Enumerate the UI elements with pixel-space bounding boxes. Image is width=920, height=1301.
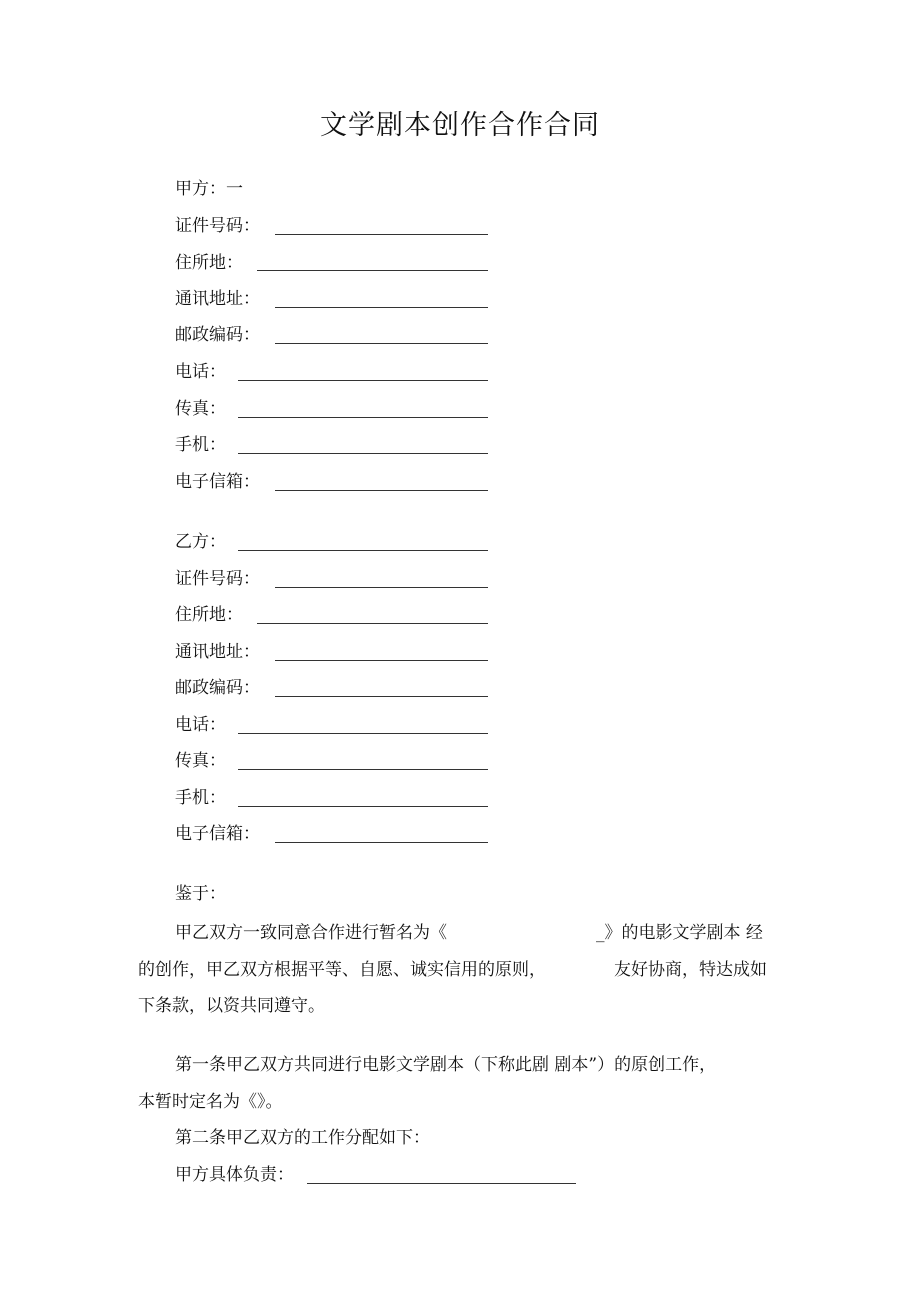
party-a-id-number-row — [175, 213, 260, 239]
field-label: 手机： — [175, 788, 226, 808]
party-a-residence-blank[interactable] — [257, 270, 488, 271]
party-b-heading-label: 乙方： — [175, 532, 226, 552]
party-b-postcode-blank[interactable] — [275, 696, 488, 697]
party-a-mobile-row — [175, 432, 226, 458]
article2-line1: 第二条甲乙双方的工作分配如下： — [175, 1128, 430, 1148]
party-b-mobile-row — [175, 785, 226, 811]
document-title: 文学剧本创作合作合同 — [320, 110, 600, 141]
field-label: 传真： — [175, 399, 226, 419]
party-b-address-blank[interactable] — [275, 660, 488, 661]
party-b-heading — [175, 529, 226, 555]
article2-party-a-duty-label: 甲方具体负责： — [175, 1165, 294, 1185]
party-b-email-row — [175, 821, 260, 847]
party-b-address-row — [175, 639, 260, 665]
party-a-mobile-blank[interactable] — [238, 453, 488, 454]
party-a-email-blank[interactable] — [275, 490, 488, 491]
field-label: 住所地： — [175, 253, 243, 273]
field-label: 通讯地址： — [175, 642, 260, 662]
party-b-name-blank[interactable] — [238, 550, 488, 551]
field-label: 证件号码： — [175, 569, 260, 589]
party-b-phone-blank[interactable] — [238, 733, 488, 734]
party-b-residence-row — [175, 602, 243, 628]
party-a-address-blank[interactable] — [275, 307, 488, 308]
party-b-phone-row — [175, 712, 226, 738]
party-a-residence-row — [175, 250, 243, 276]
para1-line2-end: 友好协商，特达成如 — [614, 960, 767, 980]
party-a-heading — [175, 176, 243, 202]
field-label: 传真： — [175, 751, 226, 771]
field-label: 住所地： — [175, 605, 243, 625]
party-a-postcode-blank[interactable] — [275, 343, 488, 344]
field-label: 电话： — [175, 362, 226, 382]
party-a-heading-label: 甲方：一 — [175, 179, 243, 199]
party-b-mobile-blank[interactable] — [238, 806, 488, 807]
whereas-heading: 鉴于： — [175, 884, 226, 904]
para1-line2-start: 的创作，甲乙双方根据平等、自愿、诚实信用的原则， — [138, 960, 546, 980]
party-a-phone-row — [175, 359, 226, 385]
para1-line1-end: _》的电影文学剧本 经 — [596, 923, 763, 943]
party-b-id-number-row — [175, 566, 260, 592]
party-a-id-number-blank[interactable] — [275, 234, 488, 235]
party-b-id-number-blank[interactable] — [275, 587, 488, 588]
party-a-email-row — [175, 469, 260, 495]
field-label: 通讯地址： — [175, 289, 260, 309]
party-b-fax-blank[interactable] — [238, 769, 488, 770]
party-b-residence-blank[interactable] — [257, 623, 488, 624]
party-a-address-row — [175, 286, 260, 312]
party-b-email-blank[interactable] — [275, 842, 488, 843]
party-a-fax-row — [175, 396, 226, 422]
article1-line2: 本暂时定名为《》。 — [138, 1092, 283, 1112]
article1-line1: 第一条甲乙双方共同进行电影文学剧本（下称此剧 剧本”）的原创工作， — [175, 1055, 717, 1075]
para1-line1-start: 甲乙双方一致同意合作进行暂名为《 — [175, 923, 447, 943]
para1-line3: 下条款，以资共同遵守。 — [138, 996, 325, 1016]
party-a-phone-blank[interactable] — [238, 380, 488, 381]
field-label: 手机： — [175, 435, 226, 455]
field-label: 电子信箱： — [175, 472, 260, 492]
field-label: 电子信箱： — [175, 824, 260, 844]
field-label: 证件号码： — [175, 216, 260, 236]
party-b-postcode-row — [175, 675, 260, 701]
party-a-postcode-row — [175, 322, 260, 348]
party-a-duty-blank[interactable] — [307, 1183, 576, 1184]
field-label: 电话： — [175, 715, 226, 735]
party-a-fax-blank[interactable] — [238, 417, 488, 418]
field-label: 邮政编码： — [175, 678, 260, 698]
field-label: 邮政编码： — [175, 325, 260, 345]
party-b-fax-row — [175, 748, 226, 774]
